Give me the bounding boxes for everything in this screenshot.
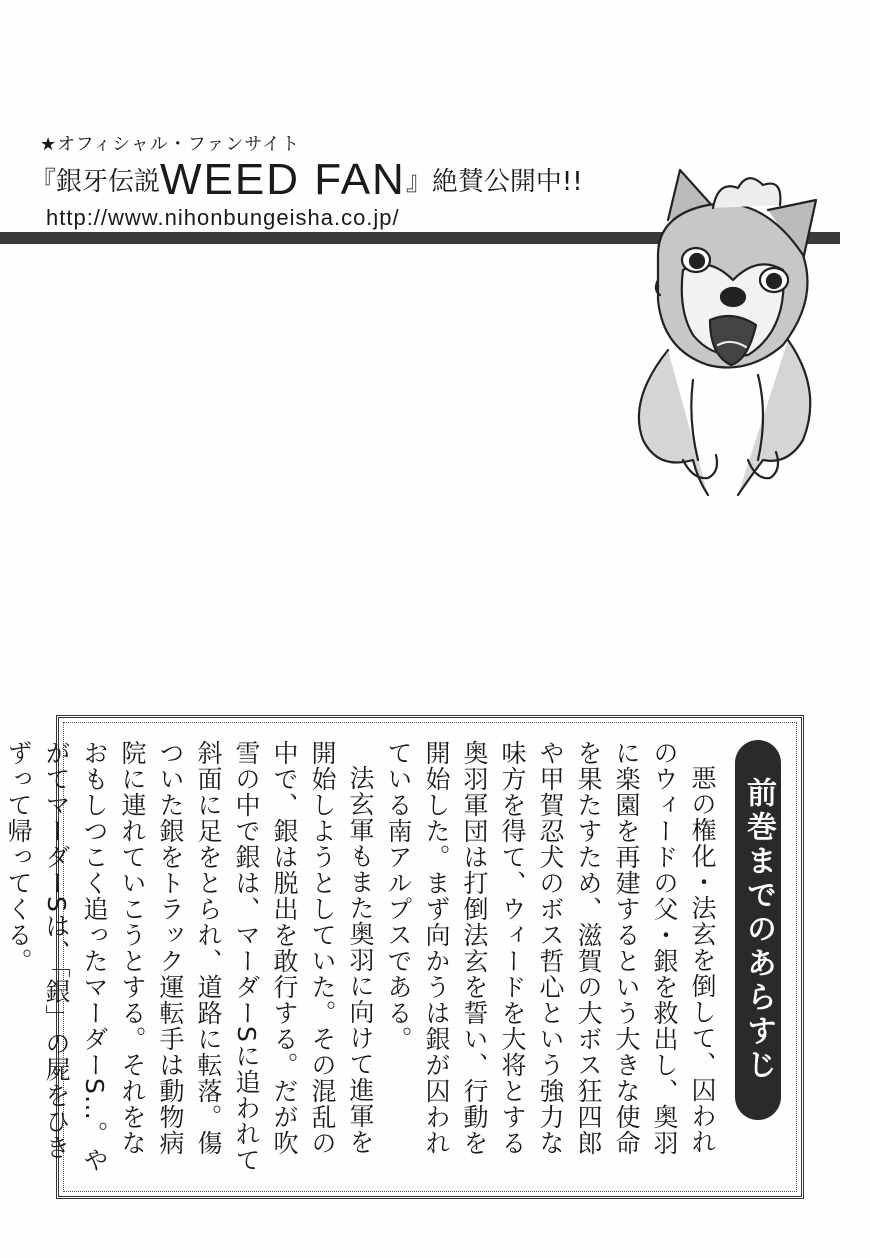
puppy-illustration [598,160,843,500]
site-title-open: 『銀牙伝説 [30,167,161,197]
site-title-close: 』絶賛公開中!! [405,167,583,197]
synopsis-title: 前巻までのあらすじ [735,740,781,1120]
synopsis-box [4,715,804,1199]
synopsis-paragraph: 法玄軍もまた奥羽に向けて進軍を開始しようとしていた。その混乱の中で、銀は脱出を敢行する。だが吹雪の中で銀は、マーダーSに追われて斜面に足をとられ、道路に転落。傷ついた銀をトラック運転手は動物病院に連れていこうとする。それをなおもしつこく追ったマーダーS…。やがてマーダーSは、「銀」の屍をひきずって帰ってくる。 [4,740,375,1173]
synopsis-body [4,740,721,1180]
site-title [30,155,583,205]
synopsis-paragraph: 悪の権化・法玄を倒して、囚われのウィードの父・銀を救出し、奥羽に楽園を再建するという大きな使命を果たすため、滋賀の大ボス狂四郎や甲賀忍犬のボス哲心という強力な味方を得て、ウィードを大将とする奥羽軍団は打倒法玄を誓い、行動を開始した。まず向かうは銀が囚われている南アルプスである。 [384,740,717,1156]
site-url-link[interactable]: http://www.nihonbungeisha.co.jp/ [46,205,400,230]
official-fansite-label: ★オフィシャル・ファンサイト [40,134,301,155]
site-title-en: WEED FAN [160,155,406,204]
